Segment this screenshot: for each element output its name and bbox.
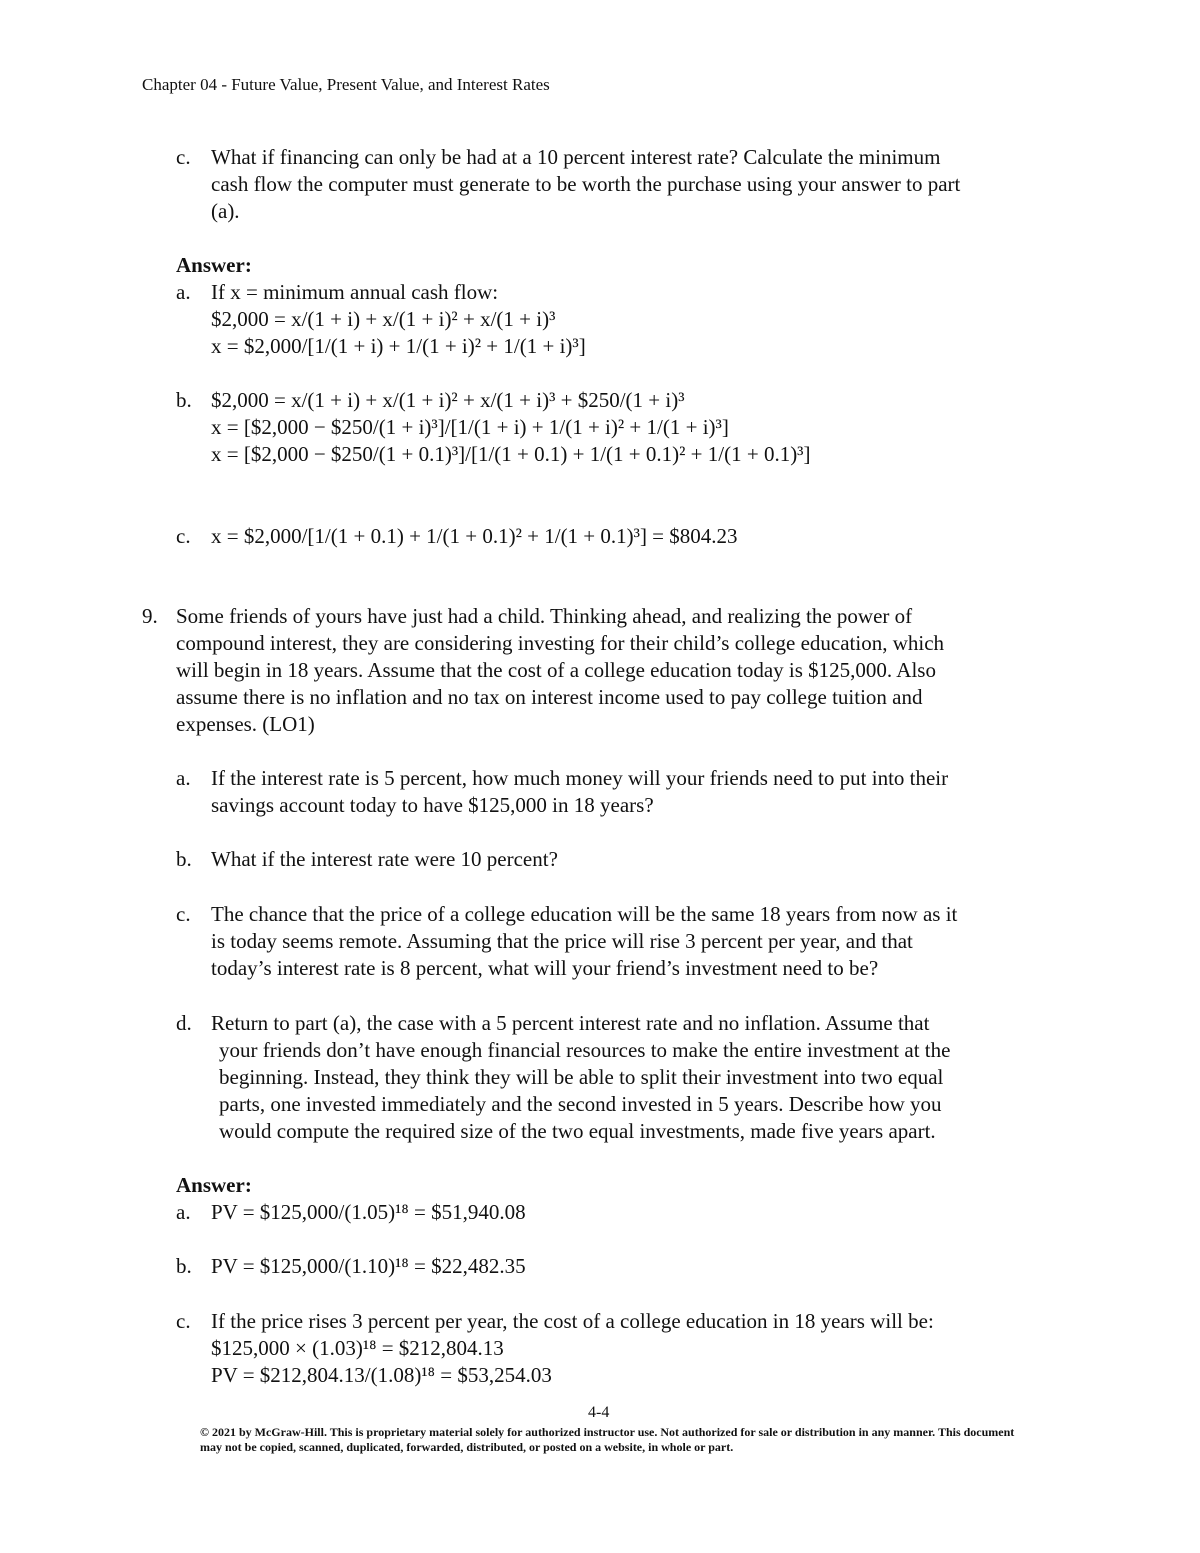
answer-a-line: If x = minimum annual cash flow: bbox=[211, 280, 499, 304]
question-9-line: expenses. (LO1) bbox=[176, 712, 315, 736]
question-9d-label: d. bbox=[176, 1011, 192, 1035]
question-9-line: Some friends of yours have just had a child. Thinking ahead, and realizing the power of bbox=[176, 604, 913, 628]
answer-b-label: b. bbox=[176, 388, 192, 412]
question-9c-line: is today seems remote. Assuming that the price will rise 3 percent per year, and that bbox=[211, 929, 913, 953]
question-9a-line: savings account today to have $125,000 in 18 years? bbox=[211, 793, 654, 817]
answer-9c-equation: PV = $212,804.13/(1.08)¹⁸ = $53,254.03 bbox=[211, 1363, 552, 1387]
answer-heading: Answer: bbox=[176, 1173, 252, 1197]
answer-b-equation: x = [$2,000 − $250/(1 + i)³]/[1/(1 + i) + 1/(1 + i)² + 1/(1 + i)³] bbox=[211, 415, 729, 439]
page-number: 4-4 bbox=[588, 1404, 610, 1421]
question-part-c-line: What if financing can only be had at a 10 percent interest rate? Calculate the minimum bbox=[211, 145, 941, 169]
question-9d-line: Return to part (a), the case with a 5 percent interest rate and no inflation. Assume that bbox=[211, 1011, 930, 1035]
question-9d-line: parts, one invested immediately and the second invested in 5 years. Describe how you bbox=[219, 1092, 942, 1116]
answer-c-equation: x = $2,000/[1/(1 + 0.1) + 1/(1 + 0.1)² + 1/(1 + 0.1)³] = $804.23 bbox=[211, 524, 738, 548]
answer-9b-label: b. bbox=[176, 1254, 192, 1278]
question-part-c-line: cash flow the computer must generate to be worth the purchase using your answer to part bbox=[211, 172, 961, 196]
question-part-c-label: c. bbox=[176, 145, 191, 169]
answer-9a-equation: PV = $125,000/(1.05)¹⁸ = $51,940.08 bbox=[211, 1200, 526, 1224]
answer-9c-label: c. bbox=[176, 1309, 191, 1333]
answer-b-equation: $2,000 = x/(1 + i) + x/(1 + i)² + x/(1 + i)³ + $250/(1 + i)³ bbox=[211, 388, 685, 412]
page-header: Chapter 04 - Future Value, Present Value, and Interest Rates bbox=[142, 75, 550, 94]
question-9-line: will begin in 18 years. Assume that the cost of a college education today is $125,000. Also bbox=[176, 658, 936, 682]
answer-9c-line: If the price rises 3 percent per year, the cost of a college education in 18 years will be: bbox=[211, 1309, 934, 1333]
copyright-footer: © 2021 by McGraw-Hill. This is proprietary material solely for authorized instructor use. Not authorized for sale or distribution in any manner. This document may not be copied, scanned, duplicated, forwarded, distributed, or posted on a website, in whole or part. bbox=[200, 1425, 1015, 1454]
answer-9a-label: a. bbox=[176, 1200, 191, 1224]
question-9a-label: a. bbox=[176, 766, 191, 790]
question-9c-line: The chance that the price of a college education will be the same 18 years from now as it bbox=[211, 902, 958, 926]
question-9-line: compound interest, they are considering investing for their child’s college education, which bbox=[176, 631, 945, 655]
answer-a-equation: $2,000 = x/(1 + i) + x/(1 + i)² + x/(1 + i)³ bbox=[211, 307, 556, 331]
question-9d-line: would compute the required size of the two equal investments, made five years apart. bbox=[219, 1119, 936, 1143]
question-9b-line: What if the interest rate were 10 percent? bbox=[211, 847, 558, 871]
question-9b-label: b. bbox=[176, 847, 192, 871]
answer-a-label: a. bbox=[176, 280, 191, 304]
answer-b-equation: x = [$2,000 − $250/(1 + 0.1)³]/[1/(1 + 0.1) + 1/(1 + 0.1)² + 1/(1 + 0.1)³] bbox=[211, 442, 811, 466]
question-9d-line: beginning. Instead, they think they will be able to split their investment into two equal bbox=[219, 1065, 944, 1089]
question-9c-label: c. bbox=[176, 902, 191, 926]
answer-a-equation: x = $2,000/[1/(1 + i) + 1/(1 + i)² + 1/(1 + i)³] bbox=[211, 334, 586, 358]
question-9d-line: your friends don’t have enough financial resources to make the entire investment at the bbox=[219, 1038, 951, 1062]
question-9c-line: today’s interest rate is 8 percent, what will your friend’s investment need to be? bbox=[211, 956, 879, 980]
question-9a-line: If the interest rate is 5 percent, how much money will your friends need to put into their bbox=[211, 766, 949, 790]
answer-heading: Answer: bbox=[176, 253, 252, 277]
answer-9c-equation: $125,000 × (1.03)¹⁸ = $212,804.13 bbox=[211, 1336, 504, 1360]
question-9-line: assume there is no inflation and no tax on interest income used to pay college tuition and bbox=[176, 685, 923, 709]
question-part-c-line: (a). bbox=[211, 199, 240, 223]
answer-c-label: c. bbox=[176, 524, 191, 548]
question-9-number: 9. bbox=[142, 604, 158, 628]
answer-9b-equation: PV = $125,000/(1.10)¹⁸ = $22,482.35 bbox=[211, 1254, 526, 1278]
